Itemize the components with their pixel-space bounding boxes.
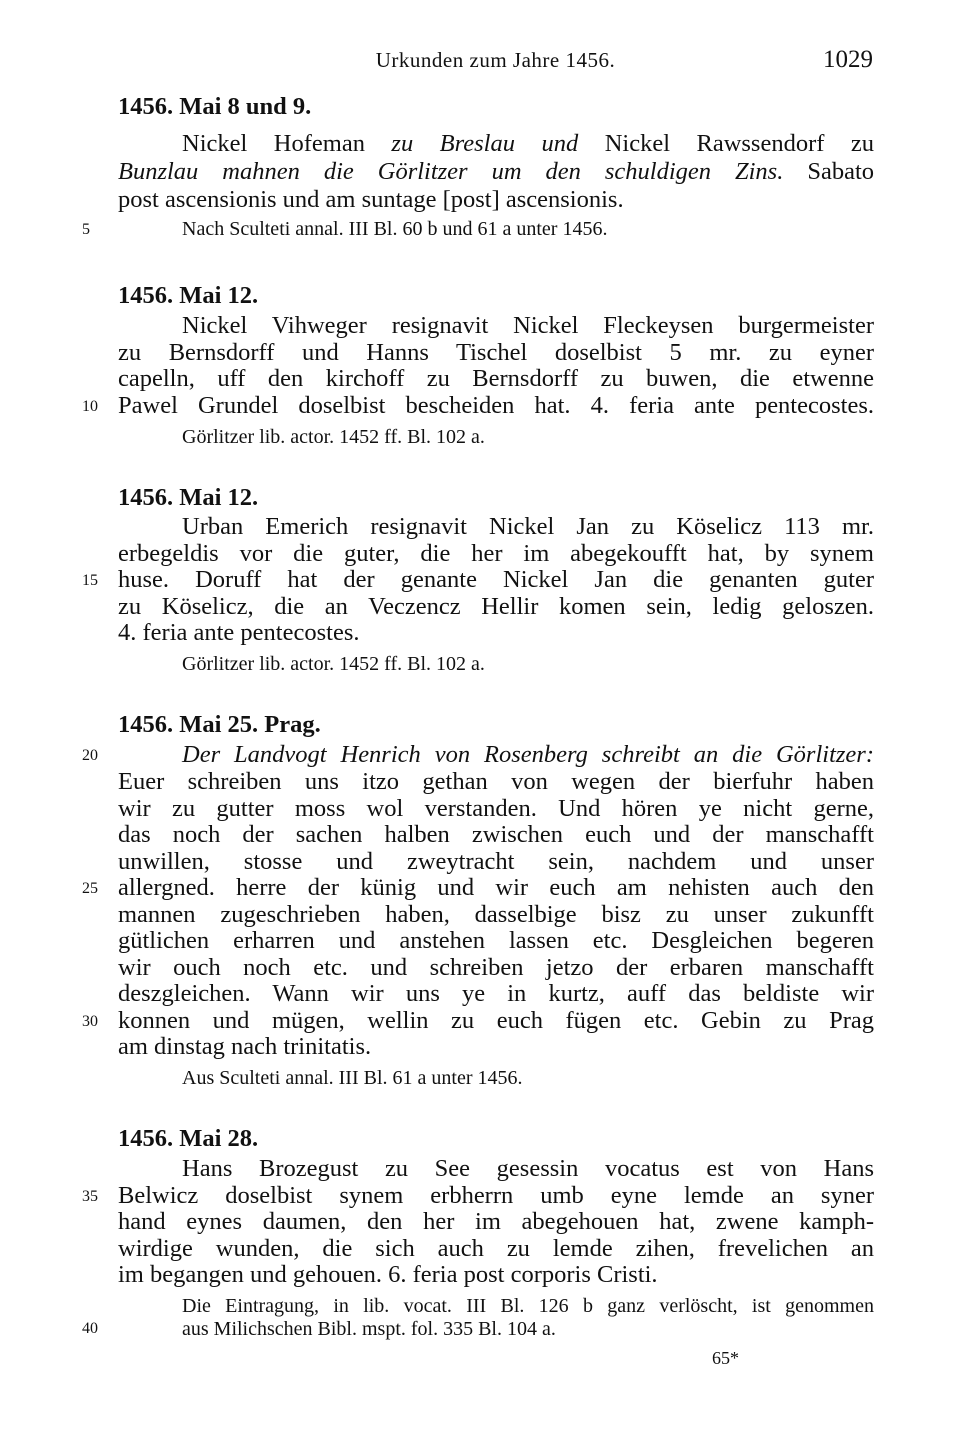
entry-text-line: hand eynes daumen, den her im abegehouen hat, zwene kamph- xyxy=(118,1208,874,1235)
entry-text-line: das noch der sachen halben zwischen euch und der manschafft xyxy=(118,821,874,848)
entry-text-line: capelln, uff den kirchoff zu Bernsdorff zu buwen, die etwenne xyxy=(118,365,874,392)
source-citation: Die Eintragung, in lib. vocat. III Bl. 126 b ganz verlöscht, ist genommen xyxy=(182,1295,874,1317)
entry-text-line: post ascensionis und am suntage [post] ascensionis. xyxy=(118,186,624,213)
line-number: 25 xyxy=(82,880,98,897)
line-number: 35 xyxy=(82,1188,98,1205)
running-head xyxy=(118,46,873,78)
entry-heading: 1456. Mai 8 und 9. xyxy=(118,93,312,120)
entry-heading: 1456. Mai 12. xyxy=(118,282,259,309)
entry-text-line: deszgleichen. Wann wir uns ye in kurtz, auff das beldiste wir xyxy=(118,980,874,1007)
source-citation: Nach Sculteti annal. III Bl. 60 b und 61 a unter 1456. xyxy=(182,218,608,240)
entry-text-line: wirdige wunden, die sich auch zu lemde zihen, frevelichen an xyxy=(118,1235,874,1262)
entry-summary-line xyxy=(118,158,874,186)
summary-italic-text: Bunzlau mahnen die Görlitzer um den schuldigen Zins. xyxy=(118,158,784,185)
entry-text-line: gütlichen erharren und anstehen lassen etc. Desgleichen begeren xyxy=(118,927,874,954)
page-number: 1029 xyxy=(823,46,873,73)
entry-text-line: Urban Emerich resignavit Nickel Jan zu Köselicz 113 mr. xyxy=(182,513,874,540)
entry-text-line: Belwicz doselbist synem erbherrn umb eyne lemde an syner xyxy=(118,1182,874,1209)
entry-text-line: Nickel Vihweger resignavit Nickel Fleckeysen burgermeister xyxy=(182,312,874,339)
entry-text-line: huse. Doruff hat der genante Nickel Jan die genanten guter xyxy=(118,566,874,593)
line-number: 40 xyxy=(82,1320,98,1337)
entry-summary-line xyxy=(182,130,874,158)
line-number: 20 xyxy=(82,747,98,764)
entry-text-line: Hans Brozegust zu See gesessin vocatus est von Hans xyxy=(182,1155,874,1182)
entry-text-line: erbegeldis vor die guter, die her im abegekoufft hat, by synem xyxy=(118,540,874,567)
summary-text: Sabato xyxy=(783,158,875,185)
summary-italic-text: zu Breslau und xyxy=(391,130,579,157)
entry-text-line: Pawel Grundel doselbist bescheiden hat. 4. feria ante pentecostes. xyxy=(118,392,874,419)
entry-heading: 1456. Mai 28. xyxy=(118,1125,259,1152)
entry-summary-line: Der Landvogt Henrich von Rosenberg schreibt an die Görlitzer: xyxy=(182,741,874,768)
summary-text: Nickel Rawssendorf zu xyxy=(578,130,874,157)
line-number: 10 xyxy=(82,398,98,415)
entry-text-line: Euer schreiben uns itzo gethan von wegen der bierfuhr haben xyxy=(118,768,874,795)
entry-text-line: konnen und mügen, wellin zu euch fügen etc. Gebin zu Prag xyxy=(118,1007,874,1034)
entry-text-line: allergned. herre der künig und wir euch am nehisten auch den xyxy=(118,874,874,901)
summary-text: Nickel Hofeman xyxy=(182,130,392,157)
entry-heading: 1456. Mai 12. xyxy=(118,484,259,511)
entry-text-line: im begangen und gehouen. 6. feria post corporis Cristi. xyxy=(118,1261,658,1288)
line-number: 30 xyxy=(82,1013,98,1030)
source-citation: Görlitzer lib. actor. 1452 ff. Bl. 102 a. xyxy=(182,426,485,448)
entry-text-line: wir zu gutter moss wol verstanden. Und hören ye nicht gerne, xyxy=(118,795,874,822)
signature-mark: 65* xyxy=(712,1348,739,1368)
running-head-title: Urkunden zum Jahre 1456. xyxy=(375,48,616,72)
entry-text-line: wir ouch noch etc. und schreiben jetzo der erbaren manschafft xyxy=(118,954,874,981)
source-citation: aus Milichschen Bibl. mspt. fol. 335 Bl. 104 a. xyxy=(182,1318,556,1340)
entry-text-line: mannen zugeschrieben haben, dasselbige bisz zu unser zukunfft xyxy=(118,901,874,928)
source-citation: Görlitzer lib. actor. 1452 ff. Bl. 102 a. xyxy=(182,653,485,675)
source-citation: Aus Sculteti annal. III Bl. 61 a unter 1456. xyxy=(182,1067,523,1089)
line-number: 5 xyxy=(82,221,90,238)
entry-text-line: 4. feria ante pentecostes. xyxy=(118,619,360,646)
line-number: 15 xyxy=(82,572,98,589)
entry-heading: 1456. Mai 25. Prag. xyxy=(118,711,321,738)
entry-text-line: unwillen, stosse und zweytracht sein, nachdem und unser xyxy=(118,848,874,875)
entry-text-line: zu Köselicz, die an Veczencz Hellir komen sein, ledig geloszen. xyxy=(118,593,874,620)
entry-text-line: zu Bernsdorff und Hanns Tischel doselbist 5 mr. zu eyner xyxy=(118,339,874,366)
entry-text-line: am dinstag nach trinitatis. xyxy=(118,1033,372,1060)
